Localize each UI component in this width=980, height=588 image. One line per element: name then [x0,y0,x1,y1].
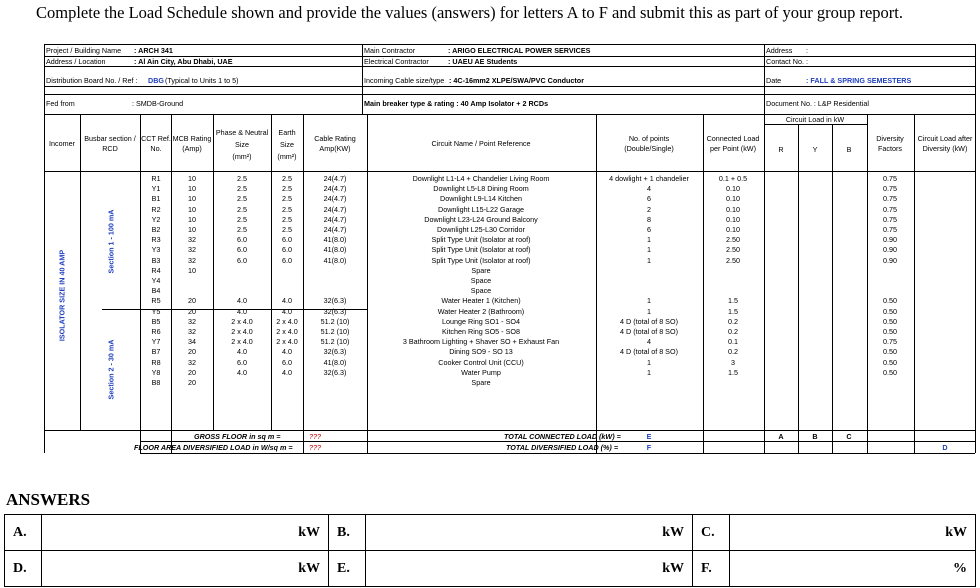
col-circuit: Circuit Name / Point Reference [431,139,531,148]
main-contractor-value: : ARIGO ELECTRICAL POWER SERVICES [448,46,591,55]
answer-d-label: D. [5,551,42,587]
cell-conn: 3 [731,357,735,367]
cell-circuit: Split Type Unit (Isolator at roof) [431,255,531,265]
fed-label: Fed from [46,99,75,108]
cell-div: 0.90 [883,235,897,245]
col-cct-1: CCT Ref. [141,134,171,143]
project-label: Project / Building Name [46,46,122,55]
col-b: B [846,145,852,154]
col-div-2: Factors [878,144,902,153]
cell-circuit: Cooker Control Unit (CCU) [438,357,524,367]
cell-div: 0.50 [883,327,897,336]
cell-earth: 2 x 4.0 [276,316,298,326]
cell-points: 4 [647,337,651,347]
cell-div: 0.90 [883,245,897,255]
cell-circuit: Spare [471,265,491,275]
cell-div: 0.75 [883,204,897,214]
cell-mcb: 10 [188,204,196,214]
answer-a-unit: kW [298,524,320,540]
cell-cct: R1 [151,174,161,183]
db-note: (Typical to Units 1 to 5) [165,76,239,85]
date-value: : FALL & SPRING SEMESTERS [806,76,912,85]
cell-cct: B7 [151,347,161,357]
cell-conn: 0.10 [726,214,740,224]
col-after-1: Circuit Load after [917,134,973,143]
cell-points: 1 [647,357,651,367]
cell-circuit: Kitchen Ring SO5 - SO8 [442,327,520,336]
cell-circuit: Downlight L9-L14 Kitchen [440,194,522,204]
col-pn-1: Phase & Neutral [215,128,269,137]
cell-cable: 24(4.7) [323,184,347,194]
letter-e: E [646,432,652,441]
cell-earth: 2.5 [282,174,292,183]
cell-pn: 6.0 [237,357,247,367]
cable-value: : 4C-16mm2 XLPE/SWA/PVC Conductor [449,76,584,85]
cell-div: 0.75 [883,194,897,204]
cell-cct: R8 [151,357,161,367]
gross-floor-value: ??? [309,432,321,441]
answer-f-field[interactable] [730,551,976,587]
isolator-side-label: ISOLATOR SIZE IN 40 AMP [57,249,67,342]
cell-pn: 2 x 4.0 [231,316,253,326]
answer-c-label: C. [693,515,730,551]
cell-div: 0.75 [883,184,897,194]
letter-f: F [646,443,652,452]
col-earth-3: (mm²) [277,152,297,161]
cell-circuit: Downlight L25-L30 Corridor [437,225,525,234]
floor-area-label: FLOOR AREA DIVERSIFIED LOAD in W/sq m = [134,443,293,452]
col-cct-2: No. [150,144,162,153]
cell-pn: 4.0 [237,347,247,357]
main-contractor-label: Main Contractor [364,46,416,55]
cell-div: 0.75 [883,214,897,224]
cell-cct: Y8 [151,367,161,377]
col-busbar-2: RCD [102,144,118,153]
cell-div: 0.75 [883,174,897,183]
cell-mcb: 32 [188,327,196,336]
cell-circuit: Downlight L1-L4 + Chandelier Living Room [412,174,550,183]
cell-circuit: Downlight L5-L8 Dining Room [433,184,529,194]
col-cable-1: Cable Rating [314,134,356,143]
col-after-2: Diversity (kW) [922,144,968,153]
cell-conn: 2.50 [726,235,740,245]
cell-conn: 0.1 [728,337,738,347]
answer-f-unit: % [953,560,967,576]
cell-points: 6 [647,194,651,204]
cell-mcb: 10 [188,184,196,194]
cell-earth: 2 x 4.0 [276,337,298,347]
col-y: Y [812,145,818,154]
cell-circuit: Downlight L23-L24 Ground Balcony [424,214,538,224]
cell-circuit: Dining SO9 - SO 13 [449,347,513,357]
answer-e-field[interactable] [366,551,693,587]
address2-label: Address [766,46,793,55]
cell-cct: R6 [151,327,161,336]
cell-conn: 0.10 [726,184,740,194]
cell-points: 1 [647,245,651,255]
cell-pn: 4.0 [237,306,247,316]
cell-cct: B4 [151,286,161,296]
answer-c-field[interactable] [730,515,976,551]
cell-pn: 6.0 [237,255,247,265]
col-conn-2: per Point (kW) [710,144,756,153]
answer-f-label: F. [693,551,730,587]
col-points-2: (Double/Single) [624,144,674,153]
letter-b: B [812,432,818,441]
address2-value: : [806,46,808,55]
cell-conn: 1.5 [728,306,738,316]
cell-pn: 4.0 [237,367,247,377]
cell-circuit: Split Type Unit (Isolator at roof) [431,245,531,255]
floor-area-value: ??? [309,443,321,452]
cell-cable: 41(8.0) [323,255,347,265]
cell-pn: 2 x 4.0 [231,327,253,336]
answer-c-unit: kW [945,524,967,540]
cell-conn: 2.50 [726,255,740,265]
cell-div: 0.50 [883,347,897,357]
cell-div: 0.75 [883,337,897,347]
cell-earth: 4.0 [282,347,292,357]
cell-pn: 2.5 [237,184,247,194]
cell-circuit: Water Heater 2 (Bathroom) [437,306,525,316]
project-value: : ARCH 341 [134,46,173,55]
cell-points: 4 D (total of 8 SO) [620,327,678,336]
cell-conn: 2.50 [726,245,740,255]
cell-mcb: 32 [188,255,196,265]
cell-mcb: 32 [188,235,196,245]
col-earth-1: Earth [278,128,296,137]
cell-pn: 2.5 [237,214,247,224]
cell-div: 0.50 [883,316,897,326]
cell-mcb: 10 [188,194,196,204]
cell-conn: 1.5 [728,367,738,377]
col-pn-2: Size [235,140,249,149]
cell-points: 4 D (total of 8 SO) [620,347,678,357]
cell-cct: B3 [151,255,161,265]
electrical-contractor-value: : UAEU AE Students [448,57,518,66]
cell-cct: Y3 [151,245,161,255]
answers-table [4,514,976,587]
cell-mcb: 32 [188,245,196,255]
cell-circuit: Spare [471,378,491,387]
cell-mcb: 20 [188,306,196,316]
cell-conn: 0.1 + 0.5 [718,174,748,183]
col-cable-2: Amp(KW) [319,144,351,153]
cell-cable: 32(6.3) [323,306,347,316]
cell-pn: 6.0 [237,235,247,245]
cell-cct: R3 [151,235,161,245]
cell-cable: 24(4.7) [323,194,347,204]
cell-conn: 0.10 [726,225,740,234]
col-pn-3: (mm²) [232,152,252,161]
cell-mcb: 20 [188,367,196,377]
cell-pn: 2.5 [237,174,247,183]
cell-earth: 2.5 [282,184,292,194]
total-connected-label: TOTAL CONNECTED LOAD (kW) = [504,432,621,441]
letter-c: C [846,432,852,441]
cell-cable: 51.2 (10) [320,337,350,347]
cell-cable: 32(6.3) [323,296,347,306]
cell-cable: 41(8.0) [323,235,347,245]
address-label: Address / Location [46,57,106,66]
cell-cct: B8 [151,378,161,387]
contact-value: : [806,57,808,66]
cell-earth: 2 x 4.0 [276,327,298,336]
cell-cable: 24(4.7) [323,225,347,234]
section2-side-label: Section 2 - 30 mA [106,339,116,400]
cell-points: 6 [647,225,651,234]
col-div-1: Diversity [876,134,904,143]
answer-e-unit: kW [662,560,684,576]
answer-b-label: B. [329,515,366,551]
cell-pn: 2.5 [237,204,247,214]
cell-earth: 4.0 [282,306,292,316]
cell-mcb: 10 [188,265,196,275]
cell-mcb: 32 [188,316,196,326]
cell-points: 1 [647,255,651,265]
total-diversified-label: TOTAL DIVERSIFIED LOAD (%) = [506,443,619,452]
cell-earth: 2.5 [282,204,292,214]
cell-cct: B1 [151,194,161,204]
cell-circuit: Downlight L15-L22 Garage [438,204,524,214]
cell-cct: R4 [151,265,161,275]
cell-earth: 6.0 [282,357,292,367]
cell-points: 2 [647,204,651,214]
cell-cct: Y2 [151,214,161,224]
cell-conn: 0.2 [728,347,738,357]
cell-points: 1 [647,367,651,377]
electrical-contractor-label: Electrical Contractor [364,57,429,66]
cell-cable: 41(8.0) [323,245,347,255]
cell-earth: 2.5 [282,214,292,224]
cell-pn: 2 x 4.0 [231,337,253,347]
cell-cct: Y4 [151,276,161,285]
answer-e-label: E. [329,551,366,587]
cell-earth: 2.5 [282,194,292,204]
cell-earth: 4.0 [282,296,292,306]
cell-earth: 6.0 [282,235,292,245]
cell-cct: R2 [151,204,161,214]
col-incomer: Incomer [49,139,75,148]
cell-mcb: 20 [188,296,196,306]
cell-points: 8 [647,214,651,224]
cell-points: 1 [647,306,651,316]
cell-cable: 24(4.7) [323,204,347,214]
cell-mcb: 20 [188,378,196,387]
cell-div: 0.50 [883,357,897,367]
cell-cct: Y7 [151,337,161,347]
cell-cable: 41(8.0) [323,357,347,367]
document-label: Document No. : L&P Residential [766,99,869,108]
cell-mcb: 10 [188,214,196,224]
gross-floor-label: GROSS FLOOR in sq m = [194,432,281,441]
contact-label: Contact No. [766,57,804,66]
col-mcb-1: MCB Rating [172,134,212,143]
cell-cable: 51.2 (10) [320,316,350,326]
letter-a: A [778,432,784,441]
cell-div: 0.50 [883,367,897,377]
cell-div: 0.50 [883,306,897,316]
letter-d: D [942,443,948,452]
cell-points: 4 dowlight + 1 chandelier [609,174,689,183]
cell-points: 1 [647,235,651,245]
cell-earth: 6.0 [282,245,292,255]
cell-circuit: Space [470,286,492,296]
col-conn-1: Connected Load [706,134,760,143]
cell-circuit: Water Heater 1 (Kitchen) [441,296,521,306]
col-r: R [778,145,784,154]
answer-d-unit: kW [298,560,320,576]
cell-div: 0.75 [883,225,897,234]
instruction-text: Complete the Load Schedule shown and provide the values (answers) for letters A to F and submit this as part of your group report. [36,3,903,22]
answer-b-unit: kW [662,524,684,540]
db-label: Distribution Board No. / Ref : [46,76,138,85]
cell-circuit: Space [470,276,492,285]
answer-a-label: A. [5,515,42,551]
cell-cct: B2 [151,225,161,234]
cell-conn: 0.10 [726,194,740,204]
cell-cable: 51.2 (10) [320,327,350,336]
cell-cable: 32(6.3) [323,367,347,377]
cell-pn: 2.5 [237,194,247,204]
cell-circuit: Water Pump [461,367,501,377]
cell-points: 4 D (total of 8 SO) [620,316,678,326]
cell-points: 1 [647,296,651,306]
cell-pn: 4.0 [237,296,247,306]
cell-conn: 1.5 [728,296,738,306]
cell-earth: 4.0 [282,367,292,377]
section1-side-label: Section 1 - 100 mA [106,209,116,274]
cell-mcb: 10 [188,225,196,234]
col-earth-2: Size [280,140,294,149]
cell-cct: B5 [151,316,161,326]
cell-conn: 0.10 [726,204,740,214]
cell-div: 0.90 [883,255,897,265]
col-points-1: No. of points [628,134,670,143]
cell-cct: R5 [151,296,161,306]
db-value: DBG [148,76,164,85]
cell-conn: 0.2 [728,327,738,336]
cell-cct: Y5 [151,306,161,316]
col-busbar-1: Busbar section / [84,134,136,143]
cell-mcb: 32 [188,357,196,367]
answers-title: ANSWERS [6,490,91,509]
cell-conn: 0.2 [728,316,738,326]
col-mcb-2: (Amp) [182,144,202,153]
cell-cable: 32(6.3) [323,347,347,357]
address-value: : Al Ain City, Abu Dhabi, UAE [134,57,233,66]
cell-earth: 2.5 [282,225,292,234]
cell-circuit: Split Type Unit (Isolator at roof) [431,235,531,245]
cell-cable: 24(4.7) [323,174,347,183]
cell-cct: Y1 [151,184,161,194]
cell-div: 0.50 [883,296,897,306]
answer-d-field[interactable] [42,551,329,587]
cable-label: Incoming Cable size/type [364,76,445,85]
answer-b-field[interactable] [366,515,693,551]
cell-circuit: 3 Bathroom Lighting + Shaver SO + Exhaust Fan [402,337,560,347]
cell-circuit: Lounge Ring SO1 - SO4 [442,316,520,326]
cell-points: 4 [647,184,651,194]
col-circuit-load: Circuit Load in kW [785,115,845,124]
cell-pn: 6.0 [237,245,247,255]
fed-value: : SMDB-Ground [132,99,184,108]
breaker-label: Main breaker type & rating : 40 Amp Isolator + 2 RCDs [364,99,549,108]
cell-cable: 24(4.7) [323,214,347,224]
date-label: Date [766,76,782,85]
cell-pn: 2.5 [237,225,247,234]
cell-mcb: 20 [188,347,196,357]
answer-a-field[interactable] [42,515,329,551]
cell-earth: 6.0 [282,255,292,265]
cell-mcb: 10 [188,174,196,183]
cell-mcb: 34 [188,337,196,347]
